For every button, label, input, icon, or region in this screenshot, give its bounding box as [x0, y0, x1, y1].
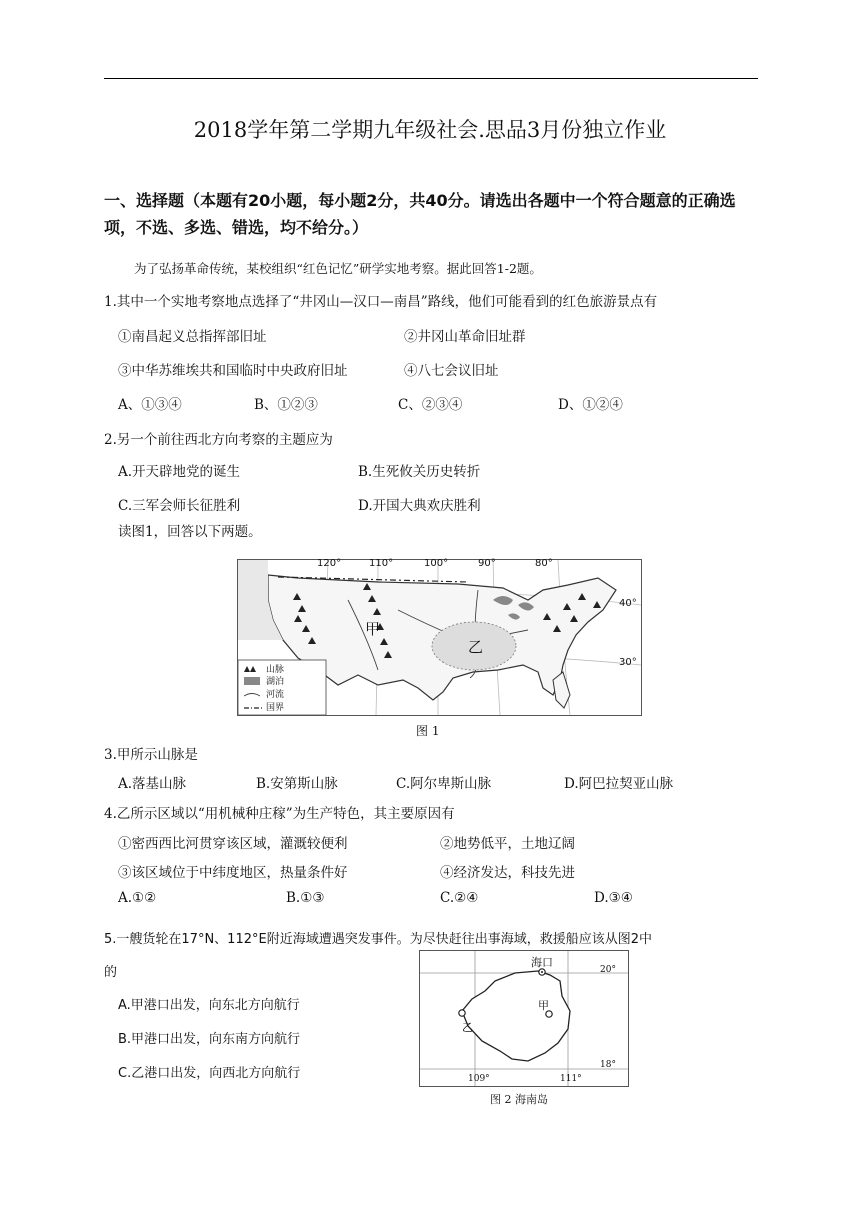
lon-label: 109°: [468, 1074, 490, 1084]
lon-label: 90°: [478, 558, 496, 569]
question-1-stem: 1.其中一个实地考察地点选择了“井冈山—汉口—南昌”路线，他们可能看到的红色旅游景点有: [104, 294, 658, 310]
q2-choice-c: C.三军会师长征胜利: [118, 498, 241, 514]
lat-label: 18°: [600, 1060, 616, 1070]
q1-item-4: ④八七会议旧址: [404, 363, 499, 379]
lat-label: 40°: [619, 598, 637, 609]
lon-label: 100°: [424, 558, 449, 569]
question-5-stem: 5.一艘货轮在17°N、112°E附近海域遭遇突发事件。为尽快赶往出事海域，救援船应该从图2中: [104, 932, 652, 947]
q1-choice-c: C、②③④: [398, 397, 463, 413]
intro-figure-1: 读图1，回答以下两题。: [118, 524, 262, 540]
figure-2-map: [419, 950, 629, 1087]
q1-item-3: ③中华苏维埃共和国临时中央政府旧址: [118, 363, 348, 379]
label-haikou: 海口: [531, 956, 553, 969]
q1-choice-d: D、①②④: [558, 397, 623, 413]
question-4-stem: 4.乙所示区域以“用机械种庄稼”为生产特色，其主要原因有: [104, 806, 455, 822]
lat-label: 20°: [600, 965, 616, 975]
q5-choice-b: B.甲港口出发，向东南方向航行: [118, 1032, 301, 1047]
marker-yi: 乙: [468, 638, 484, 656]
q1-item-2: ②井冈山革命旧址群: [404, 329, 526, 345]
top-rule: [104, 78, 758, 79]
legend-mountain: 山脉: [266, 665, 285, 675]
lon-label: 111°: [560, 1074, 582, 1084]
q3-choice-c: C.阿尔卑斯山脉: [396, 776, 492, 792]
intro-text: 为了弘扬革命传统，某校组织“红色记忆”研学实地考察。据此回答1-2题。: [134, 261, 542, 276]
figure-1-caption: 图 1: [416, 724, 440, 738]
q3-choice-b: B.安第斯山脉: [256, 776, 338, 792]
q4-choice-a: A.①②: [118, 890, 157, 906]
q4-item-2: ②地势低平，土地辽阔: [440, 836, 575, 852]
lon-label: 80°: [535, 558, 553, 569]
q1-choice-a: A、①③④: [118, 397, 182, 413]
q5-choice-a: A.甲港口出发，向东北方向航行: [118, 998, 300, 1013]
section-heading: 一、选择题（本题有20小题，每小题2分，共40分。请选出各题中一个符合题意的正确选项，不选、多选、错选，均不给分。）: [104, 191, 736, 237]
lon-label: 110°: [369, 558, 394, 569]
q4-item-3: ③该区域位于中纬度地区，热量条件好: [118, 865, 348, 881]
marker-jia: 甲: [365, 620, 381, 638]
q4-choice-d: D.③④: [594, 890, 633, 906]
legend-lake: 湖泊: [266, 677, 285, 687]
label-jia: 甲: [538, 999, 549, 1012]
question-5-stem-cont: 的: [104, 965, 118, 980]
q2-choice-d: D.开国大典欢庆胜利: [358, 498, 481, 514]
q4-choice-c: C.②④: [440, 890, 479, 906]
q4-item-4: ④经济发达，科技先进: [440, 865, 575, 881]
q5-choice-c: C.乙港口出发，向西北方向航行: [118, 1066, 301, 1081]
q4-choice-b: B.①③: [286, 890, 325, 906]
q2-choice-a: A.开天辟地党的诞生: [118, 464, 241, 480]
legend-river: 河流: [266, 690, 285, 700]
q1-item-1: ①南昌起义总指挥部旧址: [118, 329, 267, 345]
q3-choice-d: D.阿巴拉契亚山脉: [564, 776, 674, 792]
q3-choice-a: A.落基山脉: [118, 776, 187, 792]
lon-label: 120°: [317, 558, 342, 569]
figure-1-map: [237, 559, 642, 716]
question-2-stem: 2.另一个前往西北方向考察的主题应为: [104, 432, 333, 448]
q4-item-1: ①密西西比河贯穿该区域，灌溉较便利: [118, 836, 348, 852]
figure-2-caption: 图 2 海南岛: [490, 1093, 548, 1106]
legend-border: 国界: [266, 703, 285, 713]
lat-label: 30°: [619, 657, 637, 668]
q2-choice-b: B.生死攸关历史转折: [358, 464, 481, 480]
question-3-stem: 3.甲所示山脉是: [104, 747, 198, 763]
q1-choice-b: B、①②③: [254, 397, 318, 413]
page-title: 2018学年第二学期九年级社会.思品3月份独立作业: [193, 118, 667, 142]
label-yi: 乙: [462, 1021, 473, 1034]
